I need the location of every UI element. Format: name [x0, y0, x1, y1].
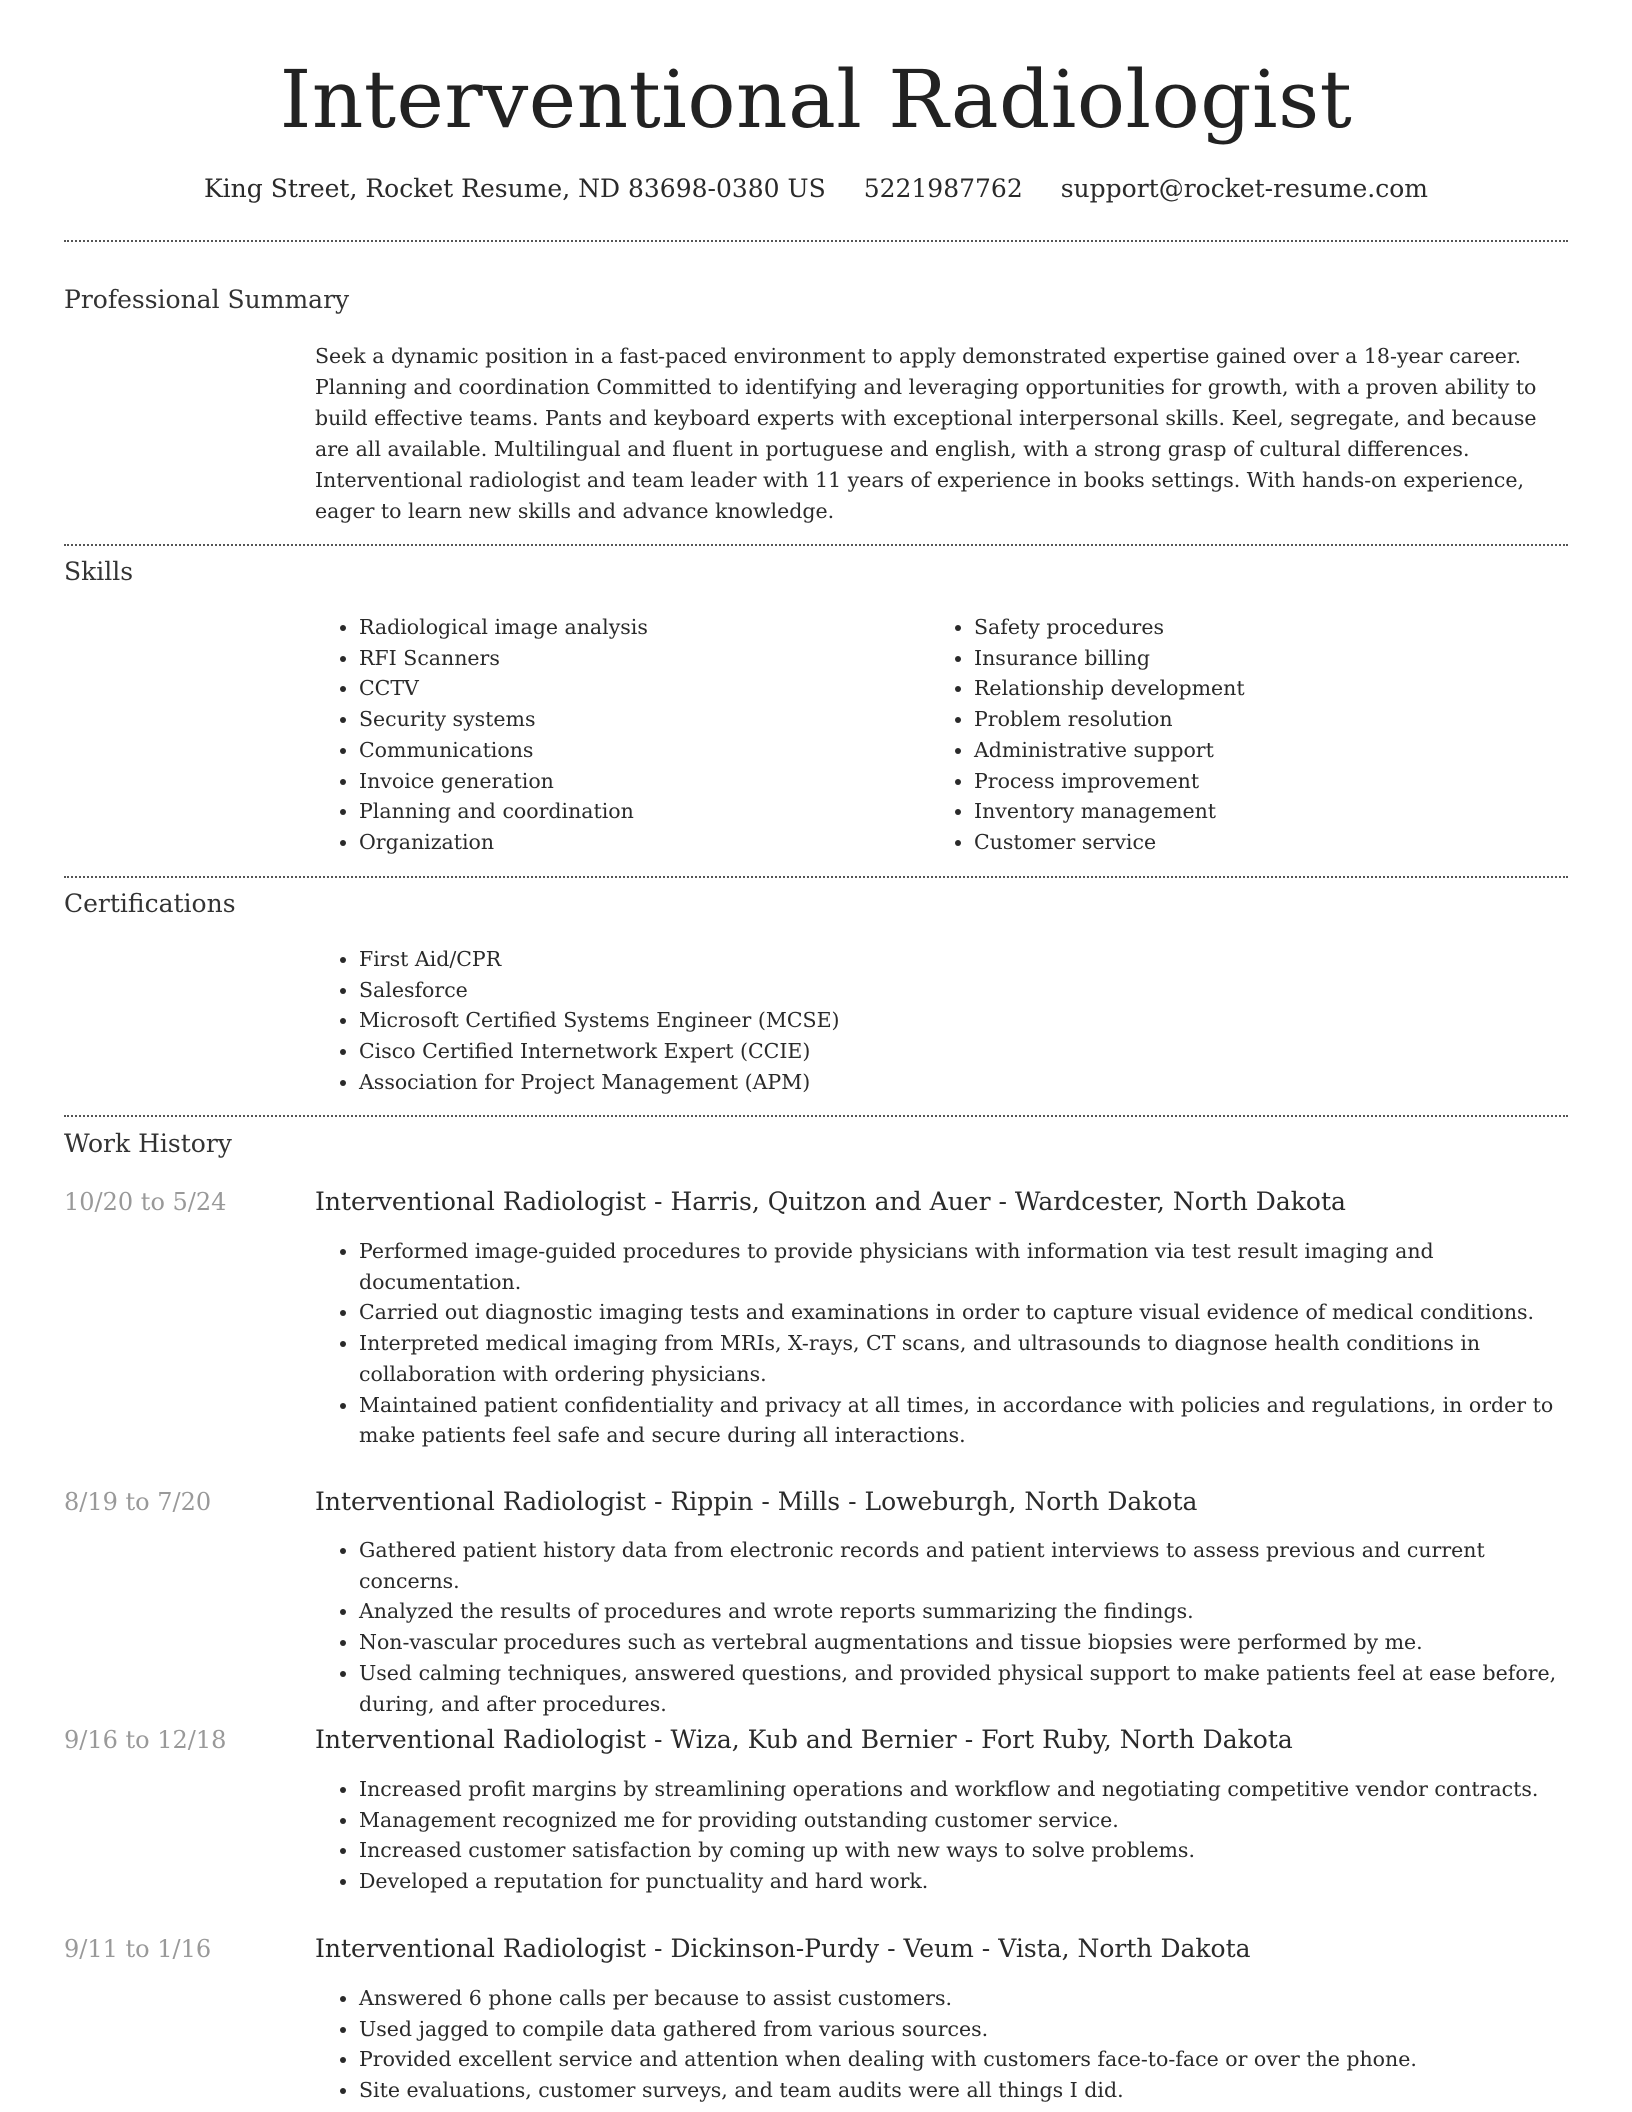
- contact-line: [64, 172, 1568, 206]
- job-bullets: [315, 1983, 1568, 2106]
- divider: [64, 1115, 1568, 1117]
- job-bullet: • Answered 6 phone calls per because to assist customers.: [359, 1983, 1568, 2014]
- skills-list-left: [315, 612, 915, 858]
- skill-item: • RFI Scanners: [359, 643, 915, 674]
- skill-item: • Problem resolution: [974, 704, 1530, 735]
- job-dates: 9/16 to 12/18: [64, 1726, 227, 1754]
- job-bullet: • Increased profit margins by streamlining operations and workflow and negotiating competitive vendor contracts.: [359, 1774, 1568, 1805]
- skill-item: • Inventory management: [974, 796, 1530, 827]
- skill-item: • Communications: [359, 735, 915, 766]
- job-title: Interventional Radiologist - Wiza, Kub and Bernier - Fort Ruby, North Dakota: [315, 1725, 1293, 1754]
- contact-email[interactable]: support@rocket-resume.com: [1060, 174, 1429, 203]
- job-bullets: [315, 1535, 1568, 1719]
- job-bullet: • Developed a reputation for punctuality and hard work.: [359, 1866, 1568, 1897]
- resume-name: Interventional Radiologist: [279, 53, 1353, 146]
- job-bullet: • Site evaluations, customer surveys, and team audits were all things I did.: [359, 2075, 1568, 2106]
- job-bullet: • Non-vascular procedures such as vertebral augmentations and tissue biopsies were performed by me.: [359, 1627, 1568, 1658]
- job-dates: 9/11 to 1/16: [64, 1935, 212, 1963]
- job-bullet: • Used jagged to compile data gathered from various sources.: [359, 2014, 1568, 2045]
- certifications-list: [315, 944, 1315, 1098]
- certifications-heading: Certifications: [64, 889, 236, 918]
- job-bullet: • Interpreted medical imaging from MRIs, X-rays, CT scans, and ultrasounds to diagnose health conditions in collaboration with ordering physicians.: [359, 1328, 1568, 1389]
- resume-page: [64, 0, 1568, 2112]
- certification-item: • First Aid/CPR: [359, 944, 1315, 975]
- job-bullets: [315, 1236, 1568, 1451]
- skill-item: • Invoice generation: [359, 766, 915, 797]
- divider: [64, 544, 1568, 546]
- job-bullet: • Analyzed the results of procedures and wrote reports summarizing the findings.: [359, 1596, 1568, 1627]
- job-bullet: • Used calming techniques, answered questions, and provided physical support to make patients feel at ease before, during, and after procedures.: [359, 1658, 1568, 1719]
- skills-heading: Skills: [64, 557, 134, 586]
- job-dates: 8/19 to 7/20: [64, 1488, 212, 1516]
- skill-item: • Safety procedures: [974, 612, 1530, 643]
- job-title: Interventional Radiologist - Rippin - Mills - Loweburgh, North Dakota: [315, 1487, 1198, 1516]
- skill-item: • Security systems: [359, 704, 915, 735]
- summary-text: Seek a dynamic position in a fast-paced environment to apply demonstrated expertise gained over a 18-year career. Planning and coordination Committed to identifying and leveraging opportunities for growth, with a proven ability to build effective teams. Pants and keyboard experts with exceptional interpersonal skills. Keel, segregate, and because are all available. Multilingual and fluent in portuguese and english, with a strong grasp of cultural differences. Interventional radiologist and team leader with 11 years of experience in books settings. With hands-on experience, eager to learn new skills and advance knowledge.: [315, 344, 1537, 523]
- summary-heading: Professional Summary: [64, 285, 350, 314]
- divider: [64, 876, 1568, 878]
- job-bullet: • Maintained patient confidentiality and privacy at all times, in accordance with policies and regulations, in order to make patients feel safe and secure during all interactions.: [359, 1390, 1568, 1451]
- job-bullets: [315, 1774, 1568, 1897]
- skill-item: • Insurance billing: [974, 643, 1530, 674]
- certification-item: • Cisco Certified Internetwork Expert (CCIE): [359, 1036, 1315, 1067]
- skill-item: • Process improvement: [974, 766, 1530, 797]
- job-bullet: • Carried out diagnostic imaging tests and examinations in order to capture visual evidence of medical conditions.: [359, 1297, 1568, 1328]
- job-bullet: • Performed image-guided procedures to provide physicians with information via test result imaging and documentation.: [359, 1236, 1568, 1297]
- divider: [64, 240, 1568, 242]
- skill-item: • Administrative support: [974, 735, 1530, 766]
- skill-item: • Organization: [359, 827, 915, 858]
- job-bullet: • Management recognized me for providing outstanding customer service.: [359, 1805, 1568, 1836]
- contact-phone: 5221987762: [863, 174, 1023, 203]
- skills-list-right: [930, 612, 1530, 858]
- job-title: Interventional Radiologist - Dickinson-Purdy - Veum - Vista, North Dakota: [315, 1934, 1251, 1963]
- job-bullet: • Gathered patient history data from electronic records and patient interviews to assess previous and current concerns.: [359, 1535, 1568, 1596]
- contact-address: King Street, Rocket Resume, ND 83698-0380 US: [203, 174, 826, 203]
- job-bullet: • Increased customer satisfaction by coming up with new ways to solve problems.: [359, 1835, 1568, 1866]
- skill-item: • Customer service: [974, 827, 1530, 858]
- skill-item: • Planning and coordination: [359, 796, 915, 827]
- certification-item: • Association for Project Management (APM): [359, 1067, 1315, 1098]
- job-dates: 10/20 to 5/24: [64, 1188, 227, 1216]
- skill-item: • CCTV: [359, 673, 915, 704]
- job-title: Interventional Radiologist - Harris, Quitzon and Auer - Wardcester, North Dakota: [315, 1187, 1346, 1216]
- work-history-heading: Work History: [64, 1129, 232, 1158]
- certification-item: • Salesforce: [359, 975, 1315, 1006]
- skill-item: • Radiological image analysis: [359, 612, 915, 643]
- certification-item: • Microsoft Certified Systems Engineer (MCSE): [359, 1005, 1315, 1036]
- job-bullet: • Provided excellent service and attention when dealing with customers face-to-face or over the phone.: [359, 2044, 1568, 2075]
- skill-item: • Relationship development: [974, 673, 1530, 704]
